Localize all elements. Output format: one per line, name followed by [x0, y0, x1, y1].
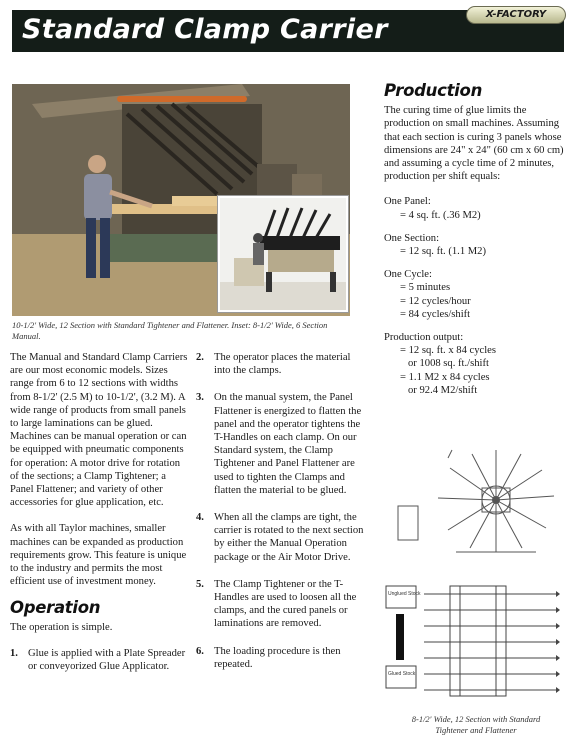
step-number: 6. — [196, 645, 204, 657]
calc-label: Production output: — [384, 332, 464, 344]
operation-step — [196, 578, 368, 631]
calc-label: One Section: — [384, 232, 440, 244]
step-text: The operator places the material into the clamps. — [214, 352, 351, 377]
diagram-caption: 8-1/2' Wide, 12 Section with Standard Tightener and Flattener — [411, 714, 541, 735]
step-number: 3. — [196, 392, 204, 404]
calc-label: One Cycle: — [384, 269, 432, 281]
step-number: 4. — [196, 512, 204, 524]
calc-value: = 5 minutes — [400, 282, 451, 294]
operation-step — [196, 351, 368, 377]
intro-column — [10, 351, 188, 685]
calc-one-panel — [384, 195, 566, 221]
operation-heading: Operation — [10, 598, 101, 618]
calc-value: = 12 sq. ft. (1.1 M2) — [400, 246, 487, 258]
calc-production-output — [384, 331, 566, 397]
operation-steps-column — [196, 351, 368, 685]
photo-caption: 10-1/2' Wide, 12 Section with Standard Tightener and Flattener. Inset: 8-1/2' Wide, 6 Section Manual. — [12, 320, 328, 341]
operation-step — [196, 511, 368, 564]
step-number: 1. — [10, 647, 18, 659]
top-view-drawing — [384, 578, 560, 708]
intro-paragraph: As with all Taylor machines, smaller machines can be expanded as production requirements grow. This feature is unique to the industry and permits the most efficient use of investment money. — [10, 523, 187, 588]
manual-carrier-illustration — [220, 198, 346, 310]
operation-step — [196, 391, 368, 497]
glued-stock-label: Glued Stock — [388, 671, 416, 677]
unglued-stock-label: Unglued Stock — [388, 591, 421, 597]
step-text: The loading procedure is then repeated. — [214, 645, 341, 670]
step-text: The Clamp Tightener or the T-Handles are used to loosen all the clamps, and the cured panels or laminations are removed. — [214, 578, 357, 630]
step-number: 5. — [196, 578, 204, 590]
step-text: When all the clamps are tight, the carrier is rotated to the next section by either the Manual Operation package or the Air Motor Drive. — [214, 512, 364, 563]
brand-logo: X-FACTORY — [466, 6, 566, 24]
calc-one-section — [384, 232, 566, 258]
step-number: 2. — [196, 352, 204, 363]
step-text: On the manual system, the Panel Flattener is energized to flatten the panel and the operator tightens the T-Handles on each clamp. On our Standard system, the Clamp Tightener and Panel Flattener are used to tighten the Clamps and flatten the material to be glued. — [214, 392, 362, 496]
production-column — [384, 81, 566, 407]
page-title: Standard Clamp Carrier — [22, 14, 388, 45]
calc-value: = 4 sq. ft. (.36 M2) — [400, 209, 481, 221]
calc-value: = 12 cycles/hour — [400, 295, 471, 307]
operation-intro: The operation is simple. — [10, 621, 113, 633]
inset-photo — [218, 196, 348, 312]
calc-value: = 12 sq. ft. x 84 cycles — [400, 345, 497, 357]
operation-step — [10, 647, 188, 673]
calc-value: or 1008 sq. ft./shift — [408, 358, 489, 370]
operation-step — [196, 645, 368, 671]
intro-paragraph: The Manual and Standard Clamp Carriers are our most economic models. Sizes range from 6 to 12 sections with widths from 8-1/2' (2.5 M) to 10-1/2', (3.2 M). A wide range of products from small panels to large laminations can be glued. Machines can be manual operation or can be equipped with pneumatic components for operation: A motor drive for rotation of the sections; a Clamp Tightener; a Panel Flattener; and variety of other accessories for glue application, etc. — [10, 352, 188, 509]
calc-value: = 84 cycles/shift — [400, 308, 471, 320]
calc-label: One Panel: — [384, 196, 431, 208]
calc-value: = 1.1 M2 x 84 cycles — [400, 371, 490, 383]
top-view-diagram — [384, 578, 560, 708]
step-text: Glue is applied with a Plate Spreader or conveyorized Glue Applicator. — [28, 647, 186, 673]
calc-one-cycle — [384, 268, 566, 321]
production-intro: The curing time of glue limits the production on small machines. Assuming that each section is curing 3 panels whose dimensions are 24" x 24" (60 cm x 60 cm) and assuming a cycle time of 2 minutes, production per shift equals: — [384, 105, 564, 183]
production-heading: Production — [384, 81, 483, 100]
side-view-diagram — [396, 448, 556, 554]
calc-value: or 92.4 M2/shift — [408, 384, 478, 396]
side-view-drawing — [396, 448, 556, 554]
